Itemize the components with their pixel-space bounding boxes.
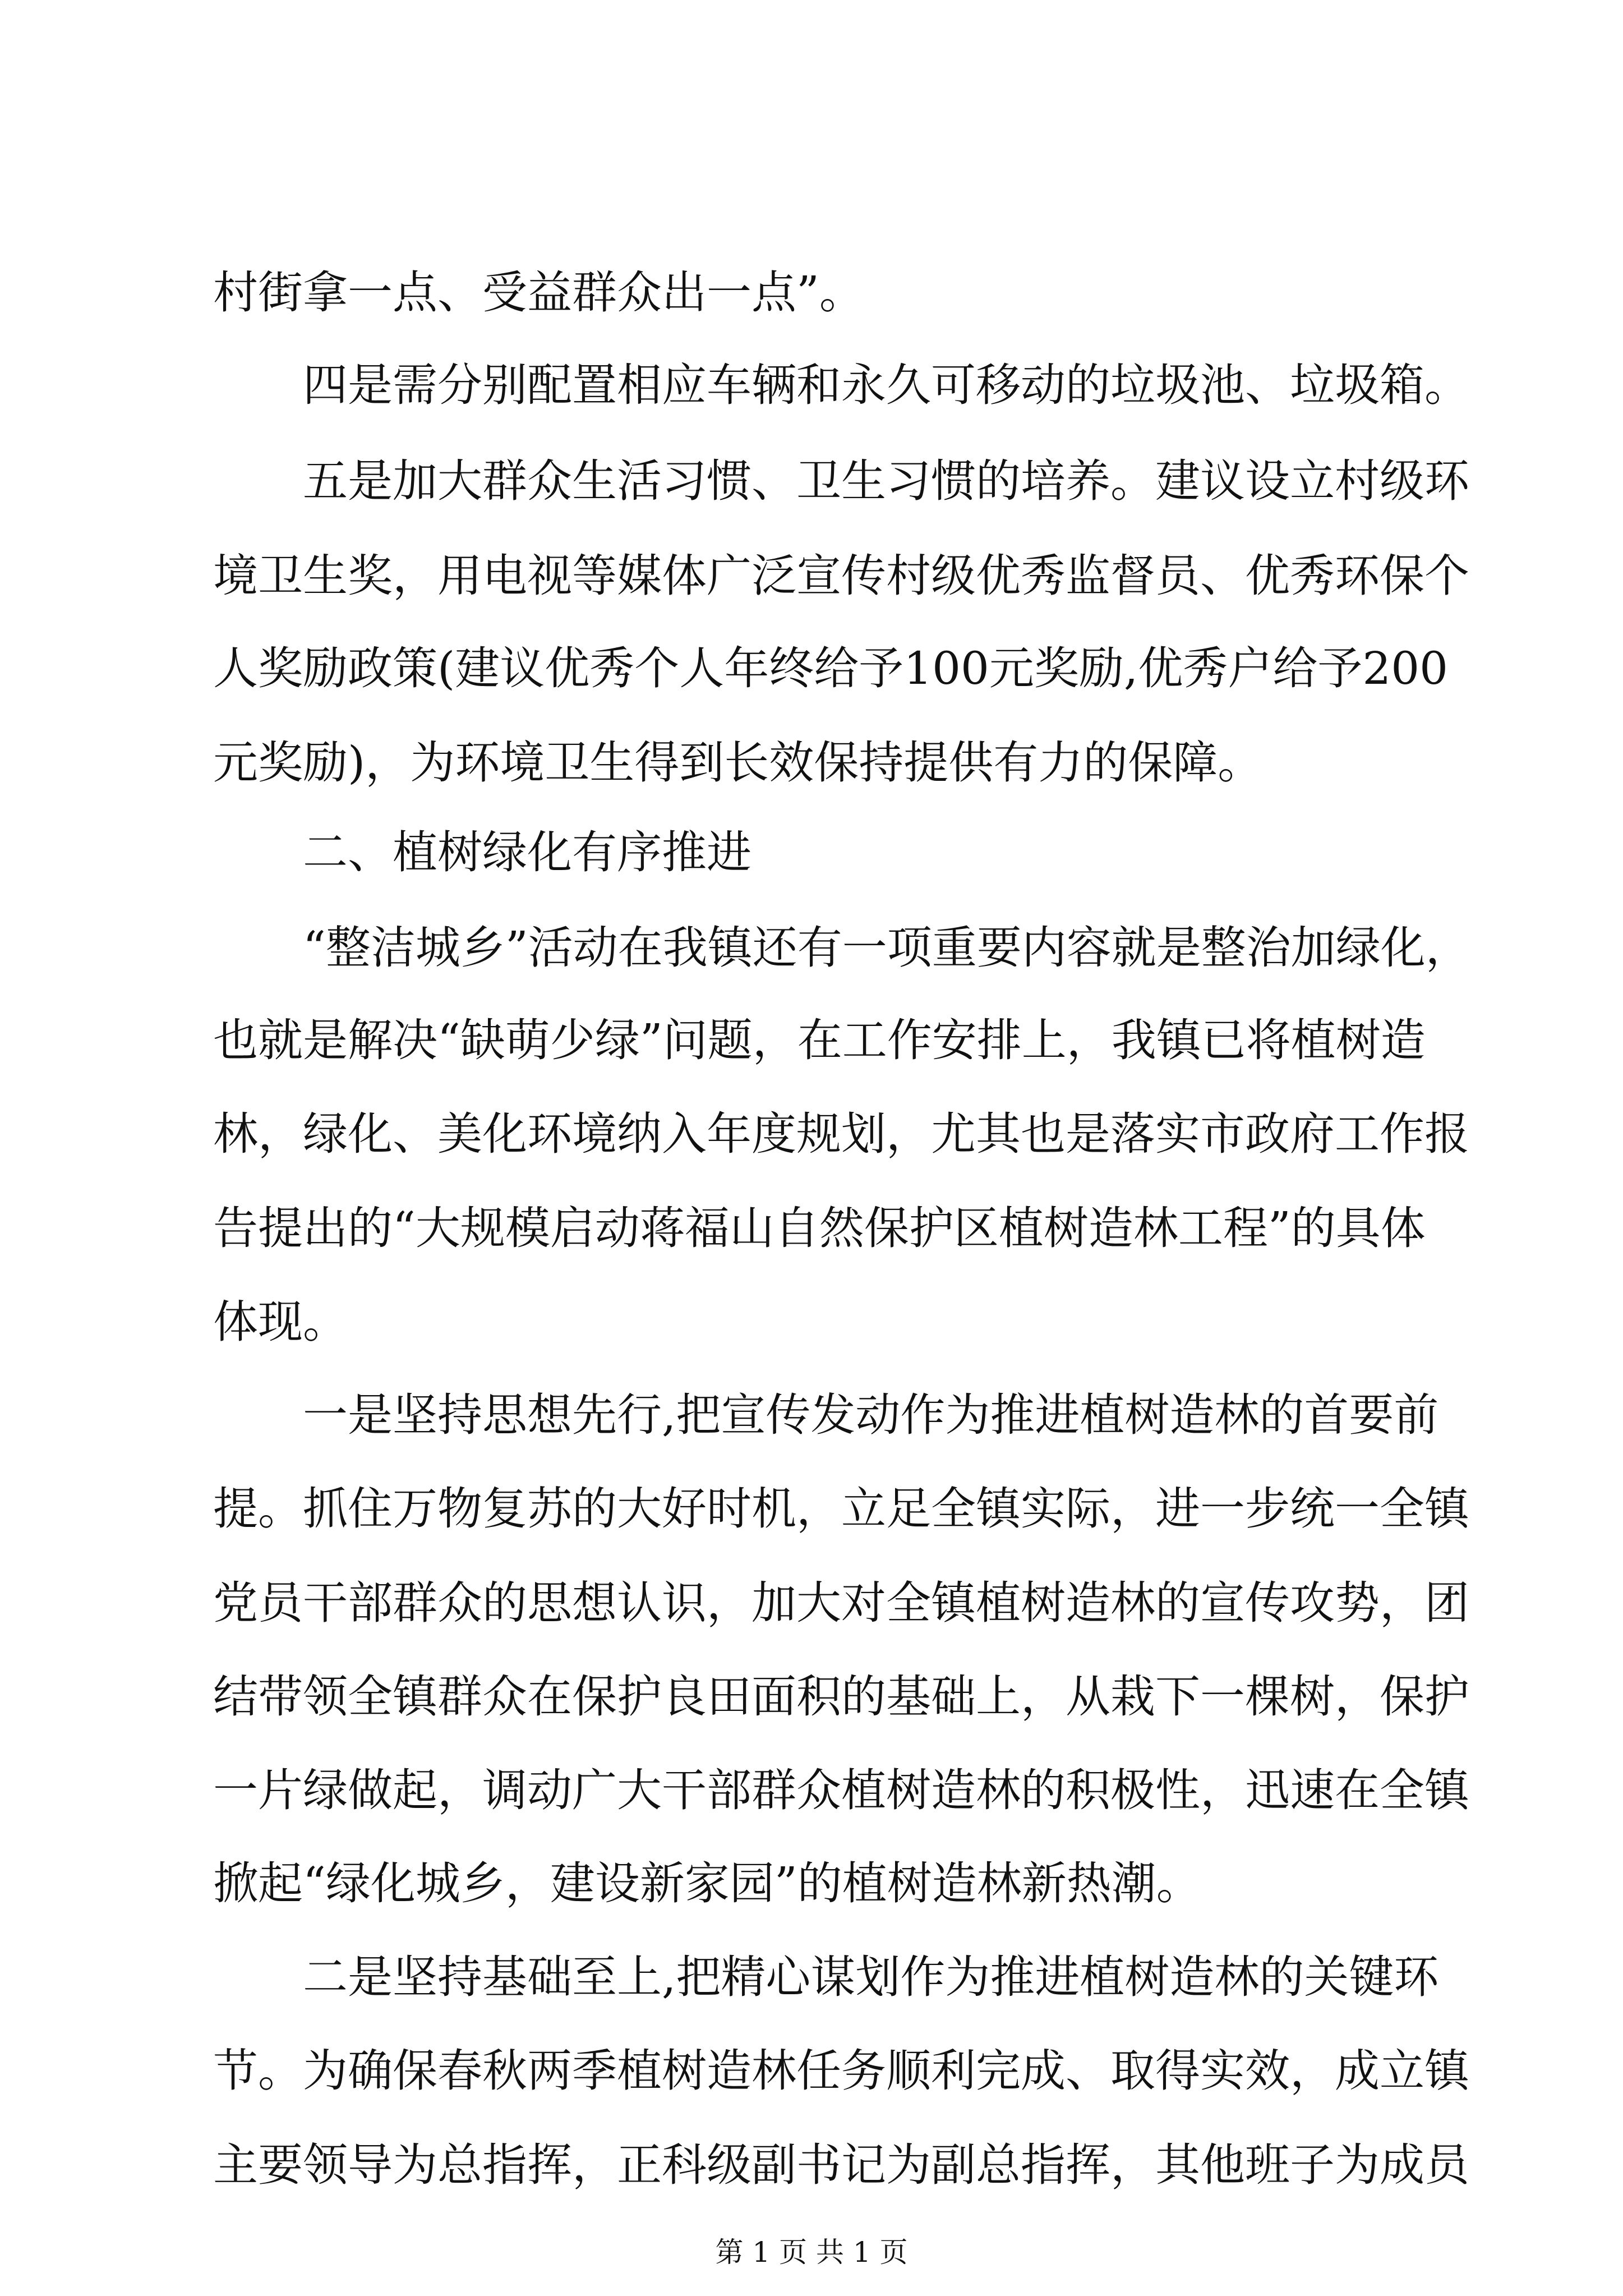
text-line: 人奖励政策(建议优秀个人年终给予100元奖励,优秀户给予200 [213, 642, 1449, 694]
text-line: 林，绿化、美化环境纳入年度规划，尤其也是落实市政府工作报 [213, 1108, 1469, 1160]
text-line: “整洁城乡”活动在我镇还有一项重要内容就是整治加绿化， [303, 922, 1470, 974]
text-line: 二是坚持基础至上,把精心谋划作为推进植树造林的关键环 [303, 1951, 1439, 2003]
text-line: 节。为确保春秋两季植树造林任务顺利完成、取得实效，成立镇 [213, 2045, 1469, 2097]
text-line: 也就是解决“缺萌少绿”问题，在工作安排上，我镇已将植树造 [213, 1014, 1426, 1066]
text-line: 四是需分别配置相应车辆和永久可移动的垃圾池、垃圾箱。 [303, 359, 1469, 411]
text-line: 掀起“绿化城乡，建设新家园”的植树造林新热潮。 [213, 1857, 1201, 1910]
text-line: 主要领导为总指挥，正科级副书记为副总指挥，其他班子为成员 [213, 2139, 1469, 2191]
page-number-footer: 第 1 页 共 1 页 [715, 2236, 908, 2269]
section-heading: 二、植树绿化有序推进 [303, 826, 751, 878]
text-line: 结带领全镇群众在保护良田面积的基础上，从栽下一棵树，保护 [213, 1671, 1469, 1723]
text-line: 党员干部群众的思想认识，加大对全镇植树造林的宣传攻势，团 [213, 1577, 1469, 1629]
text-line: 告提出的“大规模启动蒋福山自然保护区植树造林工程”的具体 [213, 1202, 1426, 1254]
text-line: 境卫生奖，用电视等媒体广泛宣传村级优秀监督员、优秀环保个 [213, 550, 1469, 602]
text-line: 村街拿一点、受益群众出一点”。 [213, 266, 864, 319]
text-line: 一片绿做起，调动广大干部群众植树造林的积极性，迅速在全镇 [213, 1764, 1469, 1816]
text-line: 提。抓住万物复苏的大好时机，立足全镇实际，进一步统一全镇 [213, 1483, 1469, 1535]
text-line: 五是加大群众生活习惯、卫生习惯的培养。建议设立村级环 [303, 455, 1469, 507]
text-line: 元奖励)，为环境卫生得到长效保持提供有力的保障。 [213, 737, 1263, 789]
text-line: 一是坚持思想先行,把宣传发动作为推进植树造林的首要前 [303, 1389, 1439, 1441]
text-line: 体现。 [213, 1296, 348, 1348]
